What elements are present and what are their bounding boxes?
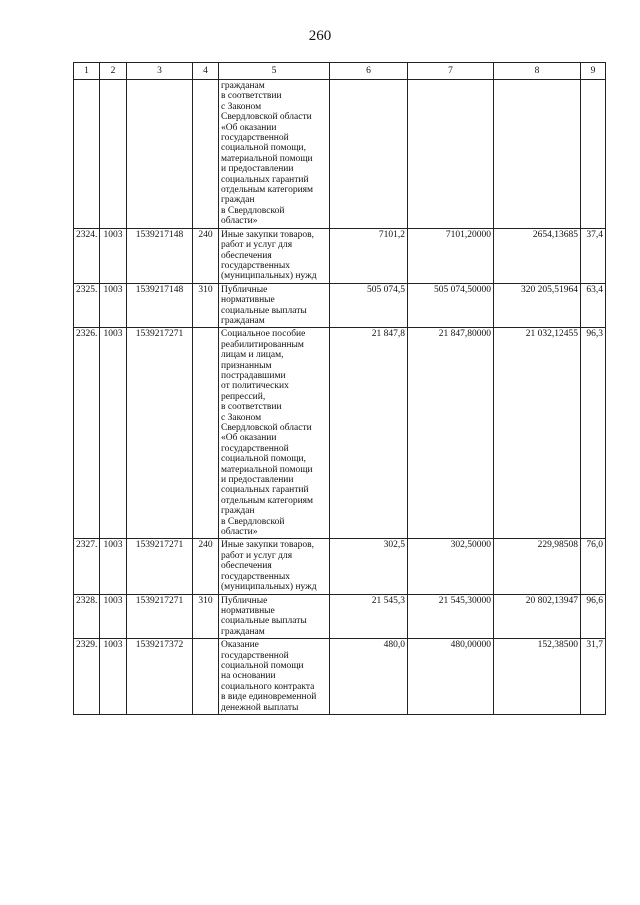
percent-executed: 31,7 — [581, 639, 606, 715]
item-name: Оказание государственной социальной помощи на основании социального контракта в виде единовременной денежной выплаты — [219, 639, 330, 715]
plan-amount: 505 074,5 — [330, 283, 408, 328]
revised-amount — [408, 80, 494, 229]
item-name: Публичные нормативные социальные выплаты гражданам — [219, 594, 330, 639]
plan-amount: 21 545,3 — [330, 594, 408, 639]
row-number: 2327. — [74, 539, 100, 594]
executed-amount: 320 205,51964 — [494, 283, 581, 328]
item-name: Иные закупки товаров, работ и услуг для обеспечения государственных (муниципальных) нужд — [219, 228, 330, 283]
target-code: 1539217271 — [127, 539, 193, 594]
expense-type-code: 240 — [193, 228, 219, 283]
column-header: 5 — [219, 63, 330, 80]
percent-executed: 96,3 — [581, 328, 606, 539]
expense-type-code — [193, 639, 219, 715]
item-name: Публичные нормативные социальные выплаты гражданам — [219, 283, 330, 328]
percent-executed: 37,4 — [581, 228, 606, 283]
expense-type-code — [193, 80, 219, 229]
executed-amount: 20 802,13947 — [494, 594, 581, 639]
table-row — [74, 228, 606, 283]
target-code: 1539217271 — [127, 594, 193, 639]
budget-table — [73, 62, 606, 715]
executed-amount: 2654,13685 — [494, 228, 581, 283]
plan-amount: 302,5 — [330, 539, 408, 594]
column-header: 3 — [127, 63, 193, 80]
plan-amount: 7101,2 — [330, 228, 408, 283]
target-code: 1539217271 — [127, 328, 193, 539]
item-name: гражданам в соответствии с Законом Свердловской области «Об оказании государственной социальной помощи, материальной помощи и предоставлении социальных гарантий отдельным категориям граждан в Свердловской области» — [219, 80, 330, 229]
table-row — [74, 328, 606, 539]
revised-amount: 7101,20000 — [408, 228, 494, 283]
plan-amount: 480,0 — [330, 639, 408, 715]
column-header: 4 — [193, 63, 219, 80]
executed-amount — [494, 80, 581, 229]
table-row — [74, 539, 606, 594]
row-number: 2324. — [74, 228, 100, 283]
page-number: 260 — [308, 28, 332, 44]
revised-amount: 480,00000 — [408, 639, 494, 715]
item-name: Социальное пособие реабилитированным лицам и лицам, признанным пострадавшими от политических репрессий, в соответствии с Законом Свердловской области «Об оказании государственной социальной помощи, материальной помощи и предоставлении социальных гарантий отдельным категориям граждан в Свердловской области» — [219, 328, 330, 539]
column-header: 6 — [330, 63, 408, 80]
table-row — [74, 80, 606, 229]
target-code: 1539217148 — [127, 283, 193, 328]
revised-amount: 21 545,30000 — [408, 594, 494, 639]
expense-type-code: 240 — [193, 539, 219, 594]
plan-amount: 21 847,8 — [330, 328, 408, 539]
item-name: Иные закупки товаров, работ и услуг для обеспечения государственных (муниципальных) нужд — [219, 539, 330, 594]
percent-executed: 63,4 — [581, 283, 606, 328]
percent-executed: 76,0 — [581, 539, 606, 594]
section-code — [100, 80, 127, 229]
column-header: 9 — [581, 63, 606, 80]
column-header: 8 — [494, 63, 581, 80]
executed-amount: 229,98508 — [494, 539, 581, 594]
revised-amount: 302,50000 — [408, 539, 494, 594]
expense-type-code: 310 — [193, 594, 219, 639]
section-code: 1003 — [100, 594, 127, 639]
row-number: 2329. — [74, 639, 100, 715]
row-number — [74, 80, 100, 229]
section-code: 1003 — [100, 328, 127, 539]
plan-amount — [330, 80, 408, 229]
table-row — [74, 594, 606, 639]
percent-executed: 96,6 — [581, 594, 606, 639]
executed-amount: 152,38500 — [494, 639, 581, 715]
table-row — [74, 283, 606, 328]
expense-type-code — [193, 328, 219, 539]
revised-amount: 21 847,80000 — [408, 328, 494, 539]
table-row — [74, 639, 606, 715]
row-number: 2326. — [74, 328, 100, 539]
target-code: 1539217148 — [127, 228, 193, 283]
section-code: 1003 — [100, 228, 127, 283]
column-header: 7 — [408, 63, 494, 80]
percent-executed — [581, 80, 606, 229]
column-header: 1 — [74, 63, 100, 80]
column-header: 2 — [100, 63, 127, 80]
row-number: 2325. — [74, 283, 100, 328]
target-code: 1539217372 — [127, 639, 193, 715]
executed-amount: 21 032,12455 — [494, 328, 581, 539]
header-row — [74, 63, 606, 80]
expense-type-code: 310 — [193, 283, 219, 328]
row-number: 2328. — [74, 594, 100, 639]
revised-amount: 505 074,50000 — [408, 283, 494, 328]
section-code: 1003 — [100, 539, 127, 594]
section-code: 1003 — [100, 283, 127, 328]
target-code — [127, 80, 193, 229]
section-code: 1003 — [100, 639, 127, 715]
